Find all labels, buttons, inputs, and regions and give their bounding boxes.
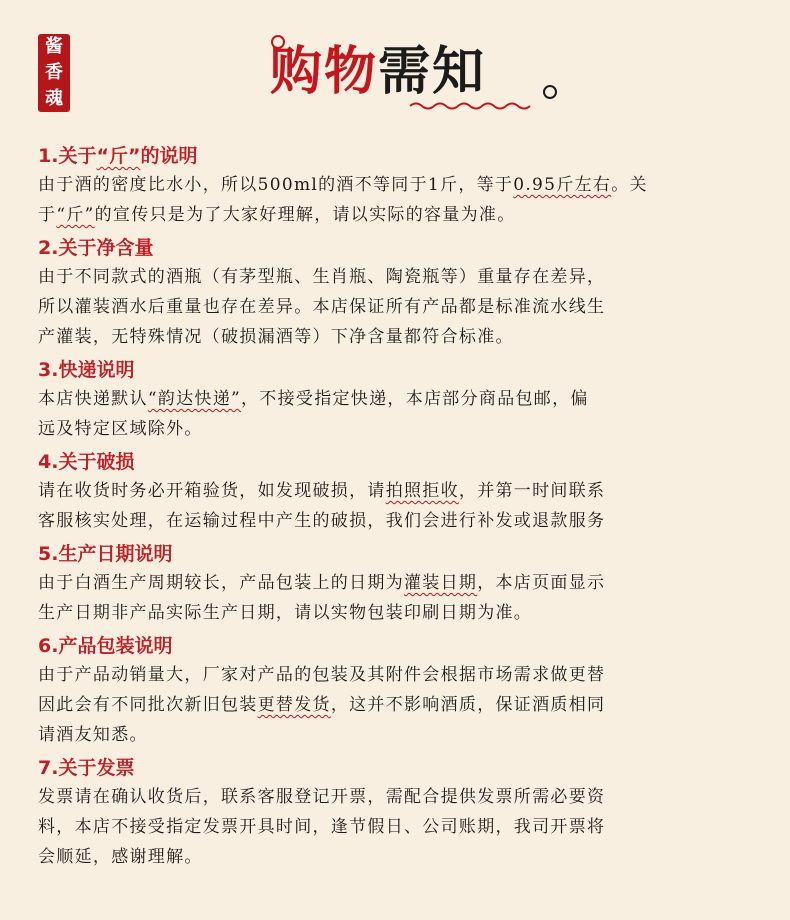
section-body xyxy=(38,568,758,628)
emphasis-text: 灌装日期 xyxy=(404,573,478,593)
section-title: 2.关于净含量 xyxy=(38,237,154,259)
seal-char-1: 酱 xyxy=(45,36,63,57)
body-line: 由于不同款式的酒瓶（有茅型瓶、生肖瓶、陶瓷瓶等）重量存在差异， xyxy=(38,267,606,287)
section-7 xyxy=(38,754,758,872)
seal-char-2: 香 xyxy=(45,62,63,83)
emphasis-text: 更替发货 xyxy=(257,695,331,715)
section-title: 4.关于破损 xyxy=(38,451,135,473)
emphasis-text: 拍照拒收 xyxy=(385,481,459,501)
body-line: 客服核实处理，在运输过程中产生的破损，我们会进行补发或退款服务 xyxy=(38,511,606,531)
body-line: 由于酒的密度比水小，所以500ml的酒不等同于1斤，等于0.95斤左右。关 xyxy=(38,175,648,195)
section-body xyxy=(38,170,758,230)
section-title: 6.产品包装说明 xyxy=(38,635,173,657)
section-title: 1.关于“斤”的说明 xyxy=(38,145,198,167)
page-title-text xyxy=(270,42,486,102)
section-title: 7.关于发票 xyxy=(38,757,135,779)
section-body xyxy=(38,660,758,750)
body-line: 于“斤”的宣传只是为了大家好理解，请以实际的容量为准。 xyxy=(38,205,516,225)
section-body xyxy=(38,384,758,444)
body-line: 料，本店不接受指定发票开具时间，逢节假日、公司账期，我司开票将 xyxy=(38,817,606,837)
body-line: 会顺延，感谢理解。 xyxy=(38,847,203,867)
section-3 xyxy=(38,356,758,444)
body-line: 请在收货时务必开箱验货，如发现破损，请拍照拒收，并第一时间联系 xyxy=(38,481,606,501)
section-title: 3.快递说明 xyxy=(38,359,135,381)
emphasis-text: “斤” xyxy=(56,205,95,225)
brand-seal-logo xyxy=(38,34,70,112)
body-line: 由于产品动销量大，厂家对产品的包装及其附件会根据市场需求做更替 xyxy=(38,665,606,685)
body-line: 远及特定区域除外。 xyxy=(38,419,203,439)
section-1 xyxy=(38,142,758,230)
title-red-part: 购物 xyxy=(270,42,379,102)
emphasis-text: 0.95斤左右 xyxy=(513,175,612,195)
notice-sections xyxy=(38,142,758,876)
page-title xyxy=(270,30,570,110)
section-body xyxy=(38,476,758,536)
section-body xyxy=(38,782,758,872)
section-5 xyxy=(38,540,758,628)
section-title: 5.生产日期说明 xyxy=(38,543,173,565)
seal-char-3: 魂 xyxy=(45,88,63,109)
body-line: 所以灌装酒水后重量也存在差异。本店保证所有产品都是标准流水线生 xyxy=(38,297,606,317)
body-line: 本店快递默认“韵达快递”，不接受指定快递，本店部分商品包邮，偏 xyxy=(38,389,589,409)
section-6 xyxy=(38,632,758,750)
emphasis-text: “斤” xyxy=(96,145,141,167)
body-line: 产灌装，无特殊情况（破损漏酒等）下净含量都符合标准。 xyxy=(38,327,514,347)
body-line: 请酒友知悉。 xyxy=(38,725,148,745)
body-line: 由于白酒生产周期较长，产品包装上的日期为灌装日期，本店页面显示 xyxy=(38,573,606,593)
body-line: 生产日期非产品实际生产日期，请以实物包装印刷日期为准。 xyxy=(38,603,533,623)
section-4 xyxy=(38,448,758,536)
title-black-part: 需知 xyxy=(378,42,487,102)
section-2 xyxy=(38,234,758,352)
body-line: 因此会有不同批次新旧包装更替发货，这并不影响酒质，保证酒质相同 xyxy=(38,695,606,715)
emphasis-text: “韵达快递” xyxy=(147,389,241,409)
body-line: 发票请在确认收货后，联系客服登记开票，需配合提供发票所需必要资 xyxy=(38,787,606,807)
section-body xyxy=(38,262,758,352)
